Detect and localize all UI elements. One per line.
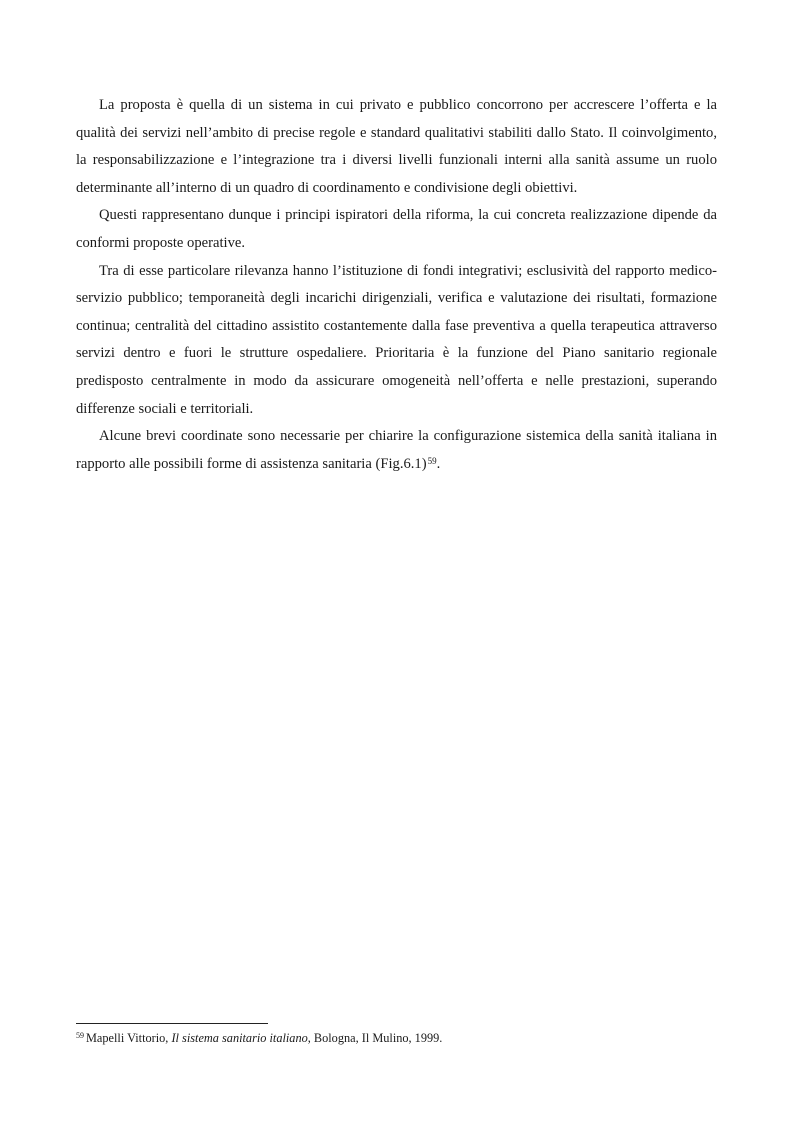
- footnote-separator: [76, 1023, 268, 1024]
- footnote-reference[interactable]: 59: [427, 455, 437, 466]
- paragraph-4: [76, 423, 717, 478]
- paragraph-1: La proposta è quella di un sistema in cui privato e pubblico concorrono per accrescere l’offerta e la qualità dei servizi nell’ambito di precise regole e standard qualitativi stabiliti dallo Stato. Il coinvolgimento, la responsabilizzazione e l’integrazione tra i diversi livelli funzionali interni alla sanità assume un ruolo determinante all’interno di un quadro di coordinamento e condivisione degli obiettivi.: [76, 97, 717, 196]
- footnote-publication: , Bologna, Il Mulino, 1999.: [307, 1031, 443, 1045]
- footnote-author: Mapelli Vittorio,: [86, 1031, 169, 1045]
- body-text: [76, 92, 717, 478]
- paragraph-2: Questi rappresentano dunque i principi ispiratori della riforma, la cui concreta realizzazione dipende da conformi proposte operative.: [76, 207, 717, 251]
- footnote-title: Il sistema sanitario italiano: [171, 1031, 308, 1045]
- paragraph-3: Tra di esse particolare rilevanza hanno l’istituzione di fondi integrativi; esclusività del rapporto medico-servizio pubblico; temporaneità degli incarichi dirigenziali, verifica e valutazione dei risultati, formazione continua; centralità del cittadino assistito costantemente dalla fase preventiva a quella terapeutica attraverso servizi dentro e fuori le strutture ospedaliere. Prioritaria è la funzione del Piano sanitario regionale predisposto centralmente in modo da assicurare omogeneità nell’offerta e nelle prestazioni, superando differenze sociali e territoriali.: [76, 262, 717, 417]
- paragraph-4-end: .: [436, 455, 441, 472]
- footnote-number: 59: [76, 1031, 84, 1040]
- footnote: [76, 1030, 717, 1046]
- paragraph-4-text: Alcune brevi coordinate sono necessarie per chiarire la configurazione sistemica della sanità italiana in rapporto alle possibili forme di assistenza sanitaria (Fig.6.1): [76, 428, 717, 472]
